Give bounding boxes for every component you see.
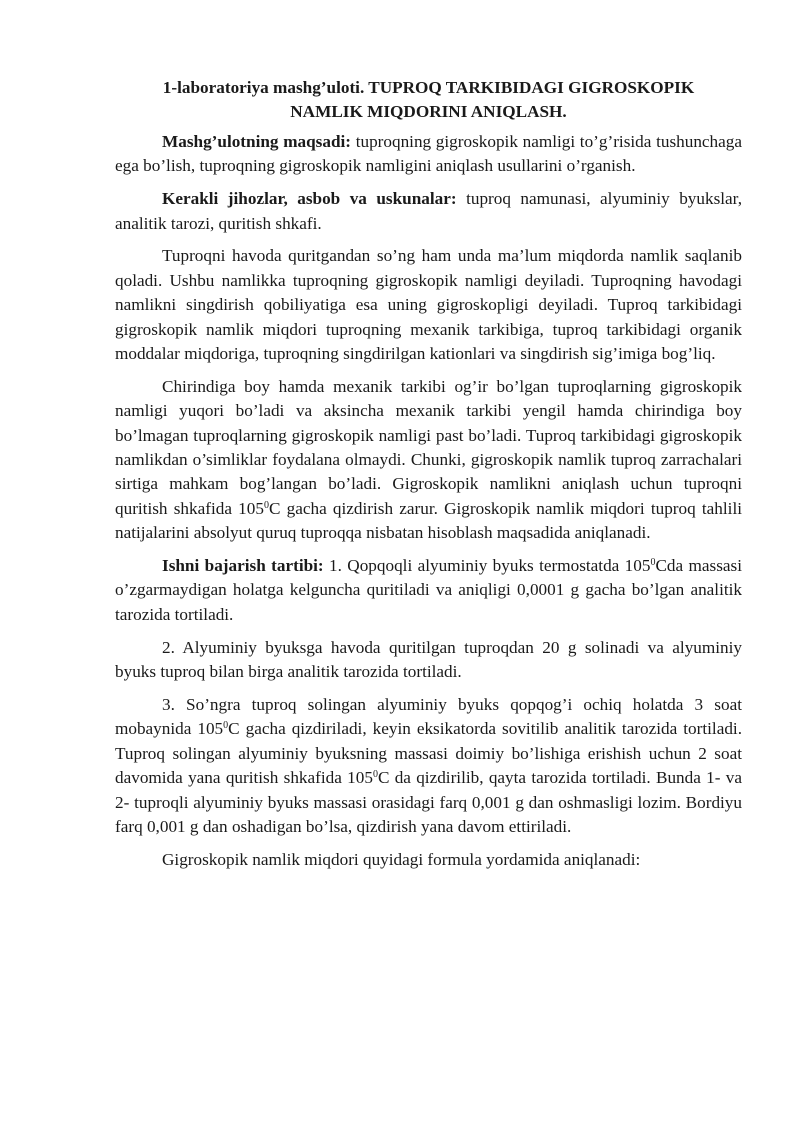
degree-superscript: 0 [263, 499, 269, 511]
paragraph-intro: Tuproqni havoda quritgandan so’ng ham unda ma’lum miqdorda namlik saqlanib qoladi. Ushbu namlikka tuproqning gigroskopik namligi deyiladi. Tuproqning havodagi namlikni singdirish qobiliyatiga esa uning gigroskopligi deyiladi. Tuproq tarkibidagi gigroskopik namlik miqdori tuproqning mexanik tarkibiga, tuproq tarkibidagi organik moddalar miqdoriga, tuproqning singdirilgan kationlari va singdirish sig’imiga bog’liq. [115, 246, 742, 364]
paragraph-humus [115, 375, 742, 546]
paragraph-formula-intro: Gigroskopik namlik miqdori quyidagi formula yordamida aniqlanadi: [162, 849, 641, 869]
document-title [115, 76, 742, 124]
procedure-label: Ishni bajarish tartibi: [162, 556, 324, 576]
step3-text-3: C da qizdirilib, qayta tarozida tortiladi. Bunda 1- va 2- tuproqli alyuminiy byuks massasi orasidagi farq 0,001 g dan oshmasligi lozim. Bordiyu farq 0,001 g dan oshadigan bo’lsa, qizdirish yana davom ettiriladi. [115, 768, 742, 836]
step3-text-2: C gacha qizdiriladi, keyin eksikatorda sovitilib analitik tarozida tortiladi. Tuproq solingan alyuminiy byuksning massasi doimiy bo’lishiga erishish uchun 2 soat davomida yana quritish shkafida 105 [115, 719, 742, 788]
procedure-text-1: 1. Qopqoqli alyuminiy byuks termostatda 105 [323, 556, 651, 576]
paragraph-step-3 [115, 693, 742, 839]
paragraph-procedure [115, 554, 742, 627]
paragraph-step-2: 2. Alyuminiy byuksga havoda quritilgan tuproqdan 20 g solinadi va alyuminiy byuks tuproq bilan birga analitik tarozida tortiladi. [115, 637, 742, 682]
paragraph-equipment [115, 187, 742, 236]
degree-superscript: 0 [650, 557, 656, 569]
equipment-text: tuproq namunasi, alyuminiy byukslar, analitik tarozi, quritish shkafi. [115, 189, 743, 233]
document-page [115, 76, 742, 881]
title-line-1: 1-laboratoriya mashg’uloti. TUPROQ TARKIBIDAGI GIGROSKOPIK [162, 78, 695, 97]
equipment-label: Kerakli jihozlar, asbob va uskunalar: [162, 189, 457, 209]
purpose-text: tuproqning gigroskopik namligi to’g’risida tushunchaga ega bo’lish, tuproqning gigroskopik namligini aniqlash usullarini o’rganish. [115, 132, 742, 176]
humus-text-2: C gacha qizdirish zarur. Gigroskopik namlik miqdori tuproq tahlili natijalarini absolyut quruq tuproqqa nisbatan hisoblash maqsadida aniqlanadi. [115, 498, 743, 543]
procedure-text-2: Cda massasi o’zgarmaydigan holatga kelguncha quritiladi va aniqligi 0,0001 g gacha bo’lgan analitik tarozida tortiladi. [115, 556, 742, 624]
step3-text-1: 3. So’ngra tuproq solingan alyuminiy byuks qopqog’i ochiq holatda 3 soat mobaynida 105 [115, 694, 742, 739]
title-line-2: NAMLIK MIQDORINI ANIQLASH. [290, 102, 567, 121]
humus-text-1: Chirindiga boy hamda mexanik tarkibi og’ir bo’lgan tuproqlarning gigroskopik namligi yuqori bo’ladi va aksincha mexanik tarkibi yengil hamda chirindiga boy bo’lmagan tuproqlarning gigroskopik namligi past bo’ladi. Tuproq tarkibidagi gigroskopik namlikdan o’simliklar foydalana olmaydi. Chunki, gigroskopik namlik tuproq zarrachalari sirtiga mahkam bog’langan bo’ladi. Gigroskopik namlikni aniqlash uchun tuproqni quritish shkafida 105 [115, 376, 742, 518]
degree-superscript: 0 [372, 769, 378, 781]
degree-superscript: 0 [223, 720, 229, 732]
paragraph-purpose [115, 130, 742, 179]
purpose-label: Mashg’ulotning maqsadi: [162, 132, 352, 151]
